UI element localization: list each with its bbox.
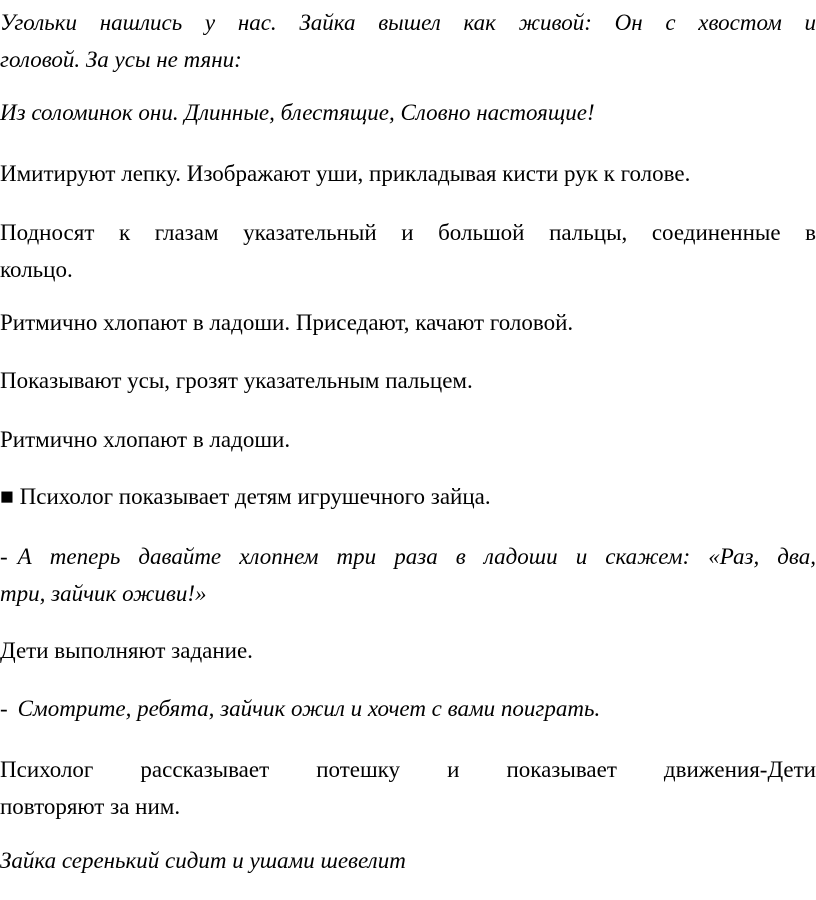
instruction-line: Ритмично хлопают в ладоши. xyxy=(0,427,291,452)
instruction-line: Дети выполняют задание. xyxy=(0,638,253,663)
poem-line: головой. За усы не тяни: xyxy=(0,47,242,72)
instruction-paragraph-8 xyxy=(0,751,816,825)
speech-line xyxy=(0,538,816,575)
instruction-line: кольцо. xyxy=(0,257,73,282)
instruction-line xyxy=(0,478,816,515)
poem-paragraph-2 xyxy=(0,94,816,131)
instruction-paragraph-6 xyxy=(0,478,816,515)
speech-paragraph-2 xyxy=(0,690,816,727)
instruction-line: Подносят к глазам указательный и большой пальцы, соединенные в xyxy=(0,220,816,245)
speech-paragraph-1 xyxy=(0,538,816,612)
speech-line xyxy=(0,690,816,727)
instruction-line: повторяют за ним. xyxy=(0,794,181,819)
dash-marker: - xyxy=(0,544,8,569)
instruction-line: Ритмично хлопают в ладоши. Приседают, качают головой. xyxy=(0,310,574,335)
poem-paragraph-1 xyxy=(0,4,816,78)
poem-paragraph-3 xyxy=(0,842,816,879)
square-bullet-icon: ■ xyxy=(0,484,14,509)
poem-line: Из соломинок они. Длинные, блестящие, Словно настоящие! xyxy=(0,100,595,125)
instruction-line: Показывают усы, грозят указательным пальцем. xyxy=(0,368,473,393)
instruction-paragraph-2 xyxy=(0,214,816,288)
instruction-paragraph-3 xyxy=(0,304,816,341)
instruction-line: Имитируют лепку. Изображают уши, прикладывая кисти рук к голове. xyxy=(0,161,691,186)
instruction-paragraph-4 xyxy=(0,362,816,399)
instruction-line: Психолог рассказывает потешку и показывает движения-Дети xyxy=(0,757,816,782)
instruction-paragraph-5 xyxy=(0,421,816,458)
speech-line: три, зайчик оживи!» xyxy=(0,581,207,606)
instruction-paragraph-7 xyxy=(0,632,816,669)
instruction-text: Психолог показывает детям игрушечного зайца. xyxy=(13,484,491,509)
speech-text: Смотрите, ребята, зайчик ожил и хочет с вами поиграть. xyxy=(17,696,601,721)
instruction-paragraph-1 xyxy=(0,155,816,192)
poem-line: Угольки нашлись у нас. Зайка вышел как живой: Он с хвостом и xyxy=(0,10,816,35)
dash-marker: - xyxy=(0,696,8,721)
speech-text: А теперь давайте хлопнем три раза в ладоши и скажем: «Раз, два, xyxy=(17,544,816,569)
poem-line: Зайка серенький сидит и ушами шевелит xyxy=(0,848,406,873)
